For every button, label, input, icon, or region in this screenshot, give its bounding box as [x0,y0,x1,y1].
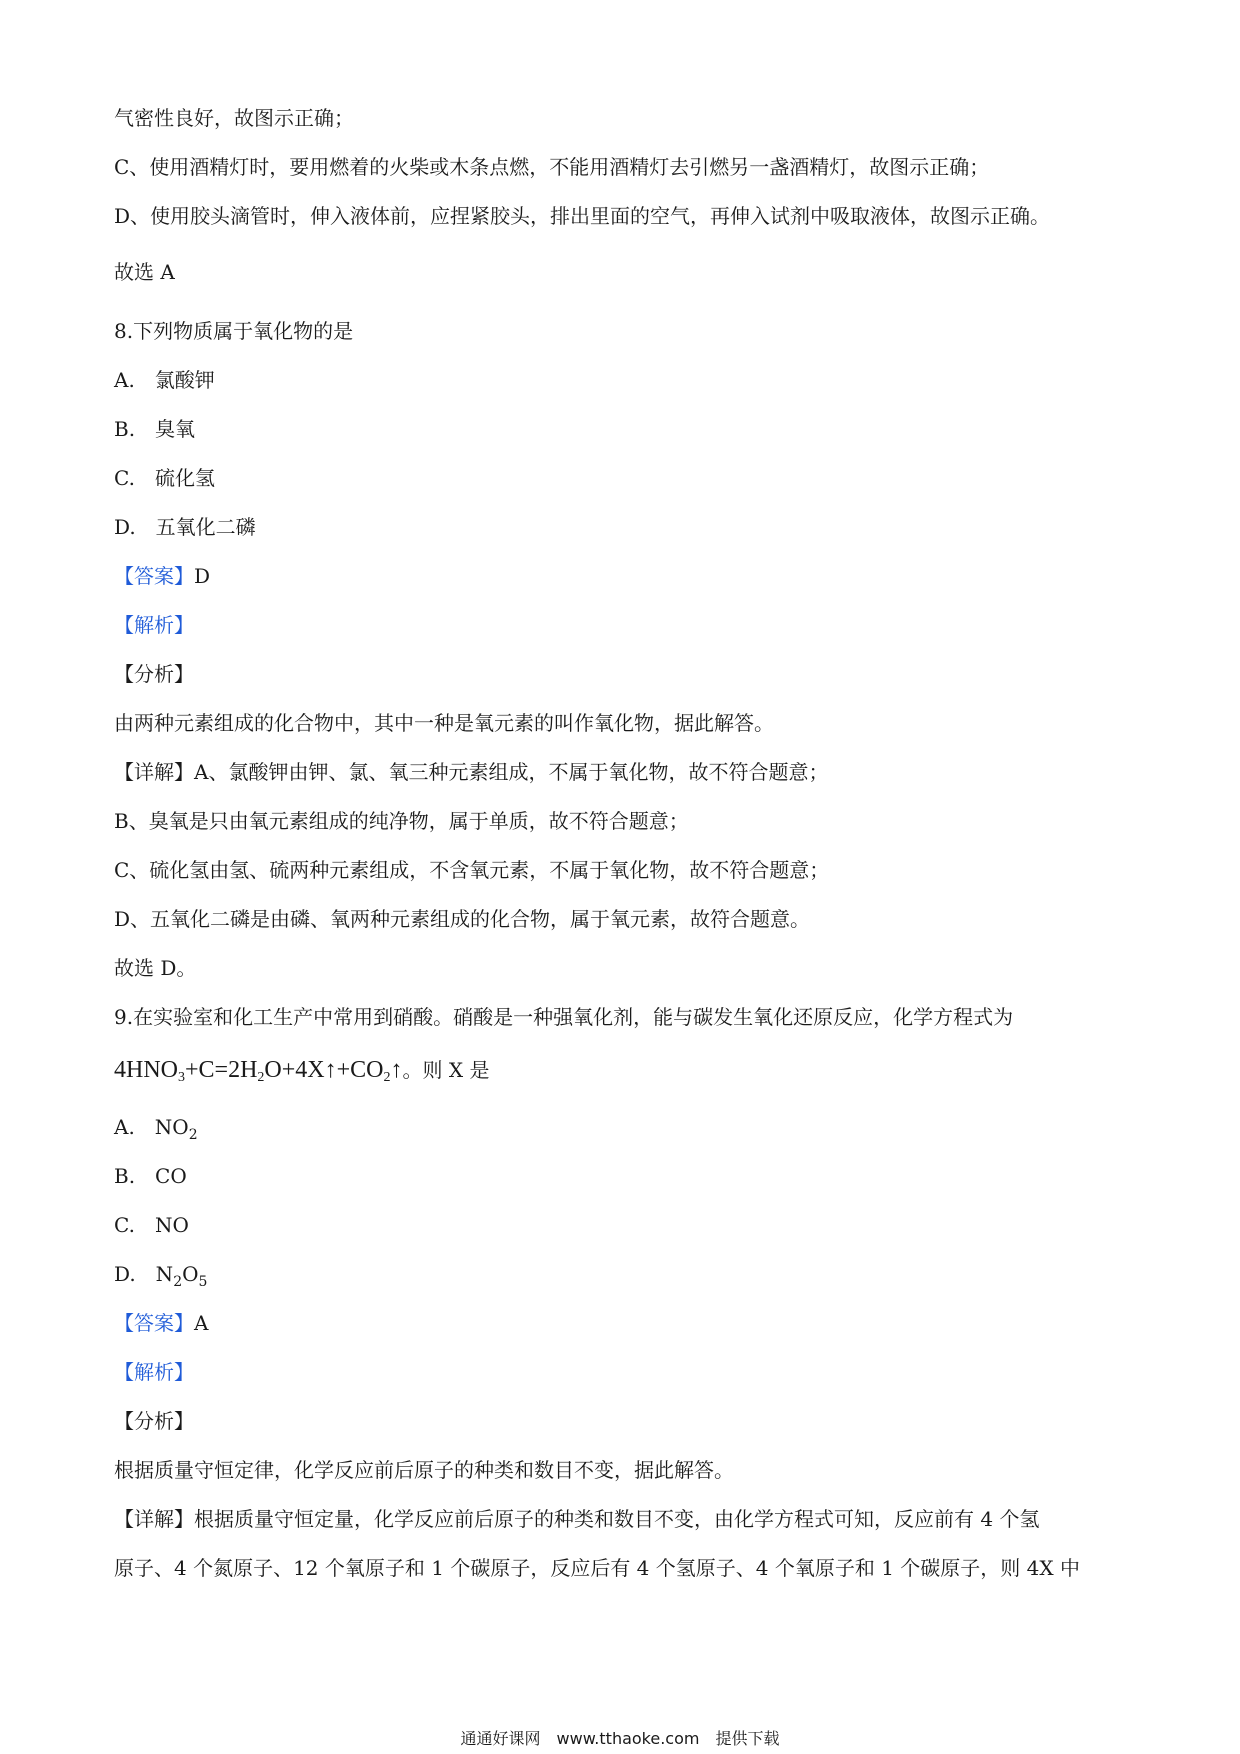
q9-answer [114,1309,208,1337]
q9-option-c: C. NO [114,1213,189,1237]
q8-option-b: B. 臭氧 [114,417,196,441]
answer-label: 【答案】 [114,1311,194,1335]
q8-stem: 8.下列物质属于氧化物的是 [114,319,354,343]
detail-text: A、氯酸钾由钾、氯、氧三种元素组成，不属于氧化物，故不符合题意； [194,760,829,784]
answer-value: D [194,564,211,588]
q9-detail-2: 原子、4 个氮原子、12 个氧原子和 1 个碳原子，反应后有 4 个氢原子、4 个氧原子和 1 个碳原子，则 4X 中 [114,1556,1080,1580]
equation-tail: 。则 X 是 [402,1058,490,1082]
q8-option-a: A. 氯酸钾 [114,368,215,392]
q8-option-c: C. 硫化氢 [114,466,215,490]
line-2: C、使用酒精灯时，要用燃着的火柴或木条点燃，不能用酒精灯去引燃另一盏酒精灯，故图示正确； [114,155,990,179]
q8-answer [114,562,210,590]
q9-analysis-label: 【解析】 [114,1360,194,1384]
q8-detail-d: D、五氧化二磷是由磷、氧两种元素组成的化合物，属于氧元素，故符合题意。 [114,907,811,931]
line-1: 气密性良好，故图示正确； [114,106,354,130]
page-footer: 通通好课网 www.tthaoke.com 提供下载 [460,1729,780,1748]
q8-fenxi-label: 【分析】 [114,662,194,686]
q8-analysis-label: 【解析】 [114,613,194,637]
q9-detail-1 [114,1505,1039,1533]
q8-detail-c: C、硫化氢由氢、硫两种元素组成，不含氧元素，不属于氧化物，故不符合题意； [114,858,830,882]
line-4: 故选 A [114,260,175,284]
q9-option-a: A. $NO_2$ [114,1115,198,1143]
detail-label: 【详解】 [114,760,194,784]
line-3: D、使用胶头滴管时，伸入液体前，应捏紧胶头，排出里面的空气，再伸入试剂中吸取液体，故图示正确。 [114,204,1051,228]
q9-fenxi-text: 根据质量守恒定律，化学反应前后原子的种类和数目不变，据此解答。 [114,1458,734,1482]
q8-fenxi-text: 由两种元素组成的化合物中，其中一种是氧元素的叫作氧化物，据此解答。 [114,711,774,735]
q8-conclusion: 故选 D。 [114,956,197,980]
q8-option-d: D. 五氧化二磷 [114,515,256,539]
answer-value: A [194,1311,209,1335]
q9-stem: 9.在实验室和化工生产中常用到硝酸。硝酸是一种强氧化剂，能与碳发生氧化还原反应，化学方程式为 [114,1005,1014,1029]
q9-fenxi-label: 【分析】 [114,1409,194,1433]
detail-label: 【详解】 [114,1507,194,1531]
chemical-equation: $4HNO_3+C=2H_2O+4X↑+CO_2↑$ [114,1057,403,1085]
answer-label: 【答案】 [114,564,194,588]
q9-equation [114,1053,489,1095]
q9-option-b: B. CO [114,1164,187,1188]
detail-text: 根据质量守恒定量，化学反应前后原子的种类和数目不变，由化学方程式可知，反应前有 4 个氢 [194,1507,1040,1531]
q9-option-d: D. $N_2O_5$ [114,1262,208,1290]
q8-detail-a [114,758,828,786]
q8-detail-b: B、臭氧是只由氧元素组成的纯净物，属于单质，故不符合题意； [114,809,689,833]
